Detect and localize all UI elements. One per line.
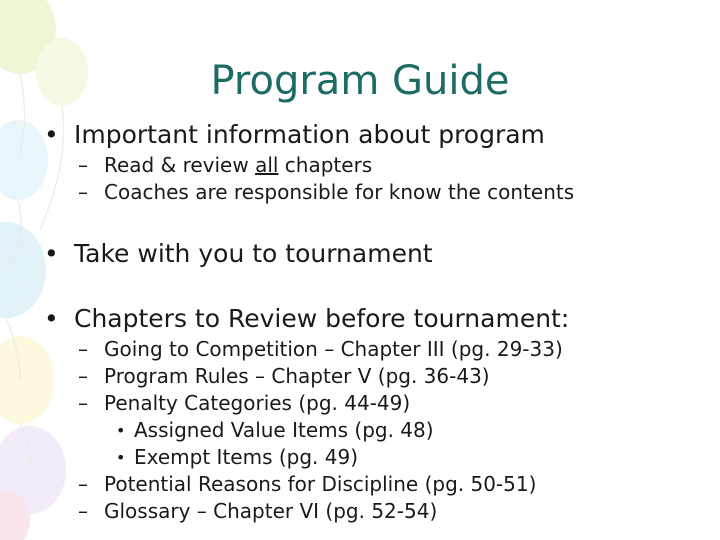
subitem-text: Going to Competition – Chapter III (pg. 29-33) xyxy=(104,337,563,361)
subsubitem-text: Assigned Value Items (pg. 48) xyxy=(134,418,434,442)
subitem-discipline xyxy=(44,471,714,498)
bullet-important-info xyxy=(44,118,714,152)
bullet-marker: • xyxy=(44,120,59,149)
bullet-text: Important information about program xyxy=(74,120,545,149)
bullet-marker: • xyxy=(116,421,126,440)
bullet-marker: • xyxy=(116,448,126,467)
subitem-coaches xyxy=(44,179,714,206)
subitem-glossary xyxy=(44,498,714,525)
subsubitem-text: Exempt Items (pg. 49) xyxy=(134,445,359,469)
dash-marker: – xyxy=(78,391,88,415)
dash-marker: – xyxy=(78,180,88,204)
slide-title: Program Guide xyxy=(210,58,510,104)
subitem-going-to-competition xyxy=(44,336,714,363)
bullet-text: Chapters to Review before tournament: xyxy=(74,304,570,333)
slide-body xyxy=(44,118,714,525)
subitem-text-after: chapters xyxy=(278,153,373,177)
subitem-text: Coaches are responsible for know the contents xyxy=(104,180,575,204)
dash-marker: – xyxy=(78,153,88,177)
dash-marker: – xyxy=(78,472,88,496)
dash-marker: – xyxy=(78,499,88,523)
bullet-marker: • xyxy=(44,304,59,333)
subsubitem-exempt-items xyxy=(44,444,714,471)
bullet-take-with-you xyxy=(44,237,714,271)
subitem-text: Glossary – Chapter VI (pg. 52-54) xyxy=(104,499,438,523)
subitem-text: Program Rules – Chapter V (pg. 36-43) xyxy=(104,364,490,388)
bullet-chapters-to-review xyxy=(44,302,714,336)
subitem-text: Potential Reasons for Discipline (pg. 50-51) xyxy=(104,472,537,496)
dash-marker: – xyxy=(78,337,88,361)
underlined-word: all xyxy=(255,153,279,177)
subitem-penalty-categories xyxy=(44,390,714,417)
dash-marker: – xyxy=(78,364,88,388)
bullet-marker: • xyxy=(44,239,59,268)
subsubitem-assigned-value xyxy=(44,417,714,444)
subitem-text: Penalty Categories (pg. 44-49) xyxy=(104,391,411,415)
subitem-read-review xyxy=(44,152,714,179)
subitem-text-before: Read & review xyxy=(104,153,256,177)
bullet-text: Take with you to tournament xyxy=(74,239,433,268)
subitem-program-rules xyxy=(44,363,714,390)
